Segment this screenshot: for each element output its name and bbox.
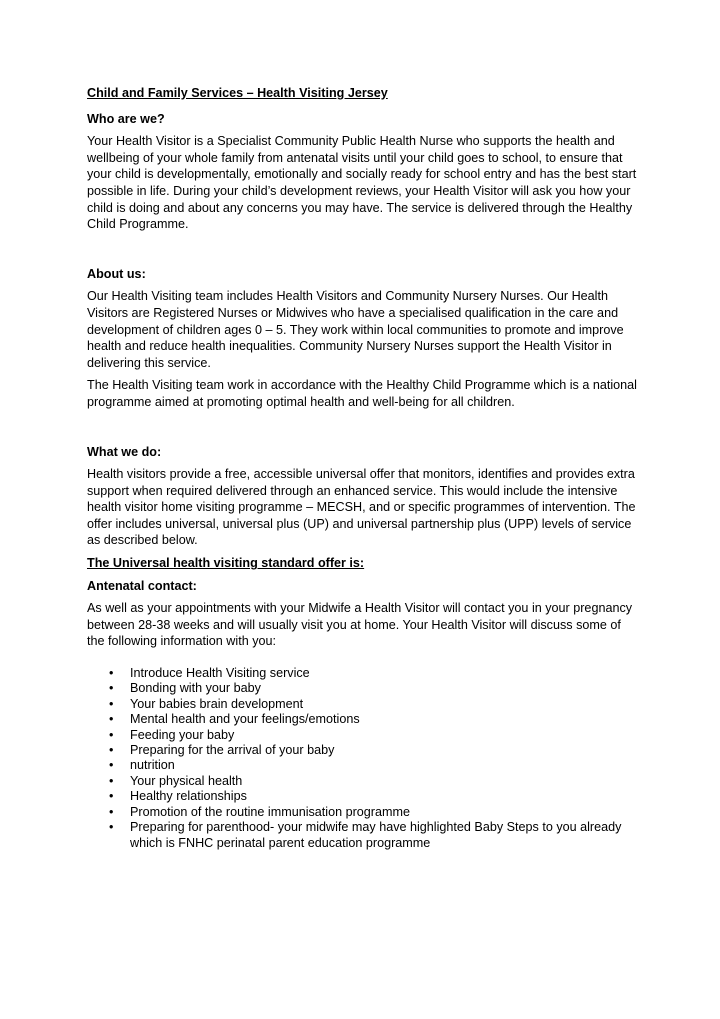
list-item: [87, 758, 639, 773]
list-item-text: Feeding your baby: [130, 727, 235, 742]
bullet-dot-icon: •: [109, 804, 114, 819]
list-item: [87, 774, 639, 789]
list-spacer: [87, 656, 639, 666]
list-item-text: Your babies brain development: [130, 696, 304, 711]
offer-heading: The Universal health visiting standard offer is:: [87, 556, 365, 571]
list-item: [87, 681, 639, 696]
list-item-text: Bonding with your baby: [130, 681, 261, 696]
list-item-text: Promotion of the routine immunisation programme: [130, 804, 410, 819]
what-paragraph: Health visitors provide a free, accessible universal offer that monitors, identifies and provides extra support when required delivered through an enhanced service. This would include the intensive health visitor home visiting programme – MECSH, and or specific programmes of intervention. The offer includes universal, universal plus (UP) and universal partnership plus (UPP) levels of service as described below.: [87, 467, 636, 548]
list-item-text: nutrition: [130, 758, 175, 773]
bullet-dot-icon: •: [109, 743, 114, 758]
list-item: [87, 728, 639, 743]
list-item: [87, 820, 639, 851]
what-heading: What we do:: [87, 444, 162, 459]
list-item-text: Introduce Health Visiting service: [130, 666, 310, 681]
bullet-dot-icon: •: [109, 773, 114, 788]
antenatal-topics-list: [87, 666, 639, 851]
who-heading: Who are we?: [87, 111, 165, 126]
bullet-dot-icon: •: [109, 696, 114, 711]
bullet-dot-icon: •: [109, 727, 114, 742]
about-paragraph-2: The Health Visiting team work in accordance with the Healthy Child Programme which is a national programme aimed at promoting optimal health and well-being for all children.: [87, 378, 637, 409]
bullet-dot-icon: •: [109, 712, 114, 727]
bullet-dot-icon: •: [109, 666, 114, 681]
about-paragraph-1: Our Health Visiting team includes Health Visitors and Community Nursery Nurses. Our Health Visitors are Registered Nurses or Midwives who have a specialised qualification in the care and development of children ages 0 – 5. They work within local communities to promote and improve health and reduce health inequalities. Community Nursery Nurses support the Health Visitor in delivering this service.: [87, 289, 624, 370]
about-heading: About us:: [87, 266, 146, 281]
list-item-text: Mental health and your feelings/emotions: [130, 712, 360, 727]
section-spacer: [87, 417, 639, 444]
antenatal-heading: Antenatal contact:: [87, 578, 197, 593]
bullet-dot-icon: •: [109, 681, 114, 696]
list-item-text: Preparing for parenthood- your midwife may have highlighted Baby Steps to you already which is FNHC perinatal parent education programme: [130, 820, 622, 850]
list-item: [87, 805, 639, 820]
document-page: [87, 85, 639, 851]
bullet-dot-icon: •: [109, 789, 114, 804]
list-item: [87, 712, 639, 727]
list-item-text: Preparing for the arrival of your baby: [130, 743, 335, 758]
list-item: [87, 666, 639, 681]
list-item-text: Healthy relationships: [130, 789, 247, 804]
list-item-text: Your physical health: [130, 773, 243, 788]
document-title: Child and Family Services – Health Visiting Jersey: [87, 86, 388, 100]
list-item: [87, 789, 639, 804]
bullet-dot-icon: •: [109, 820, 114, 835]
list-item: [87, 743, 639, 758]
antenatal-paragraph: As well as your appointments with your Midwife a Health Visitor will contact you in your pregnancy between 28-38 weeks and will usually visit you at home. Your Health Visitor will discuss some of the following information with you:: [87, 601, 633, 649]
list-item: [87, 697, 639, 712]
bullet-dot-icon: •: [109, 758, 114, 773]
section-spacer: [87, 239, 639, 266]
who-paragraph: Your Health Visitor is a Specialist Community Public Health Nurse who supports the health and wellbeing of your whole family from antenatal visits until your child goes to school, to ensure that your child is developmentally, emotionally and socially ready for school entry and has the best start possible in life. During your child’s development reviews, your Health Visitor will ask you how your child is doing and about any concerns you may have. The service is delivered through the Healthy Child Programme.: [87, 134, 637, 232]
